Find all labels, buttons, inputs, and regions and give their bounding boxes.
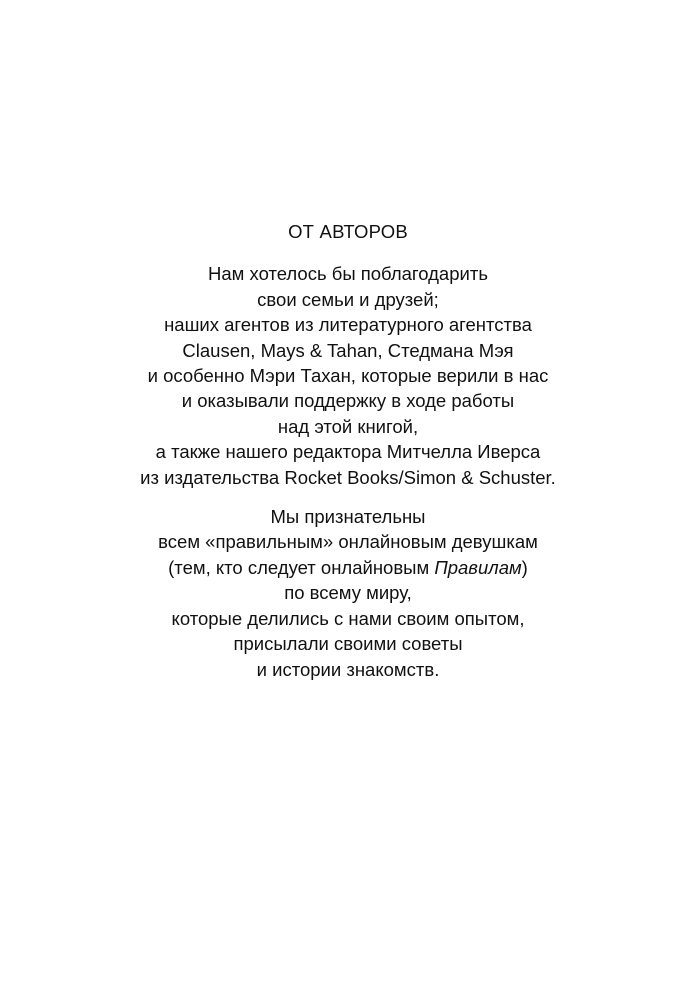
text-line: и оказывали поддержку в ходе работы [181, 390, 515, 412]
text-line: по всему миру, [284, 582, 412, 604]
acknowledgements-paragraph [0, 261, 696, 490]
text-line: которые делились с нами своим опытом, [171, 607, 525, 629]
text-line: и истории знакомств. [256, 658, 440, 680]
text-line: наших агентов из литературного агентства [164, 314, 532, 336]
text-line: из издательства Rocket Books/Simon & Schuster. [140, 466, 556, 488]
text-line: свои семьи и друзей; [257, 288, 439, 310]
text-line: Нам хотелось бы поблагодарить [208, 263, 488, 285]
text-line-with-italic [0, 555, 696, 580]
text-line: над этой книгой, [277, 415, 419, 437]
text-line: и особенно Мэри Тахан, которые верили в нас [147, 365, 549, 387]
text-line: а также нашего редактора Митчелла Иверса [155, 441, 541, 463]
text-line: Clausen, Mays & Tahan, Стедмана Мэя [182, 339, 514, 361]
text-line: присылали своими советы [233, 633, 463, 655]
italic-term: Правилам [434, 556, 522, 578]
text-fragment: ) [521, 556, 528, 578]
gratitude-paragraph [0, 504, 696, 682]
page-heading: ОТ АВТОРОВ [288, 221, 408, 242]
text-fragment: (тем, кто следует онлайновым [168, 556, 435, 578]
acknowledgements-section [0, 219, 696, 682]
text-line: всем «правильным» онлайновым девушкам [158, 531, 538, 553]
text-line: Мы признательны [270, 506, 426, 528]
